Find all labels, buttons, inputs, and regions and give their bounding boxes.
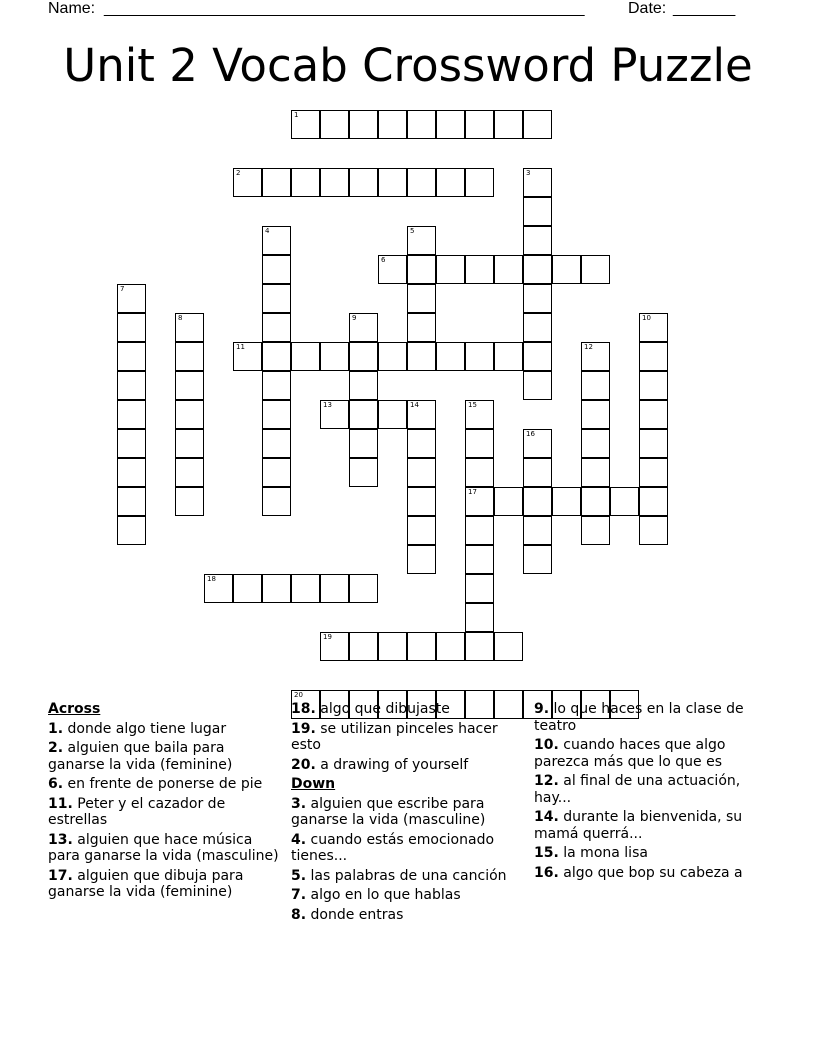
grid-cell[interactable]: [262, 487, 291, 516]
grid-cell[interactable]: [175, 429, 204, 458]
grid-cell[interactable]: [523, 110, 552, 139]
grid-cell[interactable]: [639, 371, 668, 400]
grid-cell[interactable]: [523, 197, 552, 226]
grid-cell[interactable]: [349, 574, 378, 603]
clue-number: 8: [178, 314, 183, 322]
clue-down-16: 16. algo que bop su cabeza a: [534, 864, 743, 881]
grid-cell[interactable]: [291, 168, 320, 197]
grid-cell[interactable]: [407, 458, 436, 487]
grid-cell[interactable]: [262, 400, 291, 429]
name-line: ______________________________________________________: [104, 0, 585, 17]
grid-cell[interactable]: [262, 429, 291, 458]
grid-cell[interactable]: [407, 632, 436, 661]
clue-down-15: 15. la mona lisa: [534, 845, 648, 861]
grid-cell[interactable]: [407, 342, 436, 371]
grid-cell[interactable]: [465, 516, 494, 545]
grid-cell[interactable]: [349, 400, 378, 429]
grid-cell[interactable]: [465, 487, 494, 516]
clue-down-14: 14. durante la bienvenida, su mamá querrá...: [534, 809, 743, 842]
grid-cell[interactable]: [523, 255, 552, 284]
grid-cell[interactable]: [436, 110, 465, 139]
name-label: Name:: [48, 0, 96, 17]
clues-column-1: [48, 701, 280, 904]
grid-cell[interactable]: [407, 429, 436, 458]
grid-cell[interactable]: [523, 226, 552, 255]
across-heading: Across: [48, 701, 101, 717]
grid-cell[interactable]: [349, 342, 378, 371]
grid-cell[interactable]: [117, 313, 146, 342]
grid-cell[interactable]: [639, 342, 668, 371]
grid-cell[interactable]: [581, 371, 610, 400]
clue-number: 1: [294, 111, 299, 119]
grid-cell[interactable]: [523, 168, 552, 197]
grid-cell[interactable]: [175, 400, 204, 429]
grid-cell[interactable]: [262, 574, 291, 603]
grid-cell[interactable]: [639, 313, 668, 342]
grid-cell[interactable]: [204, 574, 233, 603]
grid-cell[interactable]: [639, 400, 668, 429]
grid-cell[interactable]: [494, 342, 523, 371]
grid-cell[interactable]: [291, 110, 320, 139]
down-heading: Down: [291, 776, 336, 792]
grid-cell[interactable]: [407, 313, 436, 342]
grid-cell[interactable]: [320, 110, 349, 139]
grid-cell[interactable]: [552, 487, 581, 516]
clue-across-1: 1. donde algo tiene lugar: [48, 720, 227, 737]
clue-down-8: 8. donde entras: [291, 906, 404, 923]
grid-cell[interactable]: [436, 342, 465, 371]
grid-cell[interactable]: [436, 168, 465, 197]
grid-cell[interactable]: [494, 487, 523, 516]
grid-cell[interactable]: [639, 429, 668, 458]
grid-cell[interactable]: [639, 487, 668, 516]
clues-column-3: [534, 701, 770, 884]
grid-cell[interactable]: [610, 487, 639, 516]
clue-across-18: 18. algo que dibujaste: [291, 701, 450, 717]
grid-cell[interactable]: [262, 226, 291, 255]
grid-cell[interactable]: [117, 516, 146, 545]
grid-cell[interactable]: [523, 458, 552, 487]
grid-cell[interactable]: [523, 487, 552, 516]
grid-cell[interactable]: [320, 342, 349, 371]
date-line: _______: [673, 0, 736, 17]
grid-cell[interactable]: [465, 255, 494, 284]
grid-cell[interactable]: [117, 371, 146, 400]
clue-across-6: 6. en frente de ponerse de pie: [48, 776, 263, 792]
grid-cell[interactable]: [320, 168, 349, 197]
grid-cell[interactable]: [581, 429, 610, 458]
grid-cell[interactable]: [262, 168, 291, 197]
clue-number: 14: [410, 401, 419, 409]
grid-cell[interactable]: [407, 110, 436, 139]
page-title: Unit 2 Vocab Crossword Puzzle: [63, 39, 753, 92]
grid-cell[interactable]: [378, 632, 407, 661]
grid-cell[interactable]: [523, 313, 552, 342]
grid-cell[interactable]: [320, 574, 349, 603]
grid-cell[interactable]: [262, 371, 291, 400]
grid-cell[interactable]: [233, 342, 262, 371]
clue-number: 2: [236, 169, 241, 177]
grid-cell[interactable]: [378, 342, 407, 371]
clue-number: 4: [265, 227, 270, 235]
grid-cell[interactable]: [349, 371, 378, 400]
clue-number: 3: [526, 169, 531, 177]
grid-cell[interactable]: [494, 632, 523, 661]
grid-cell[interactable]: [378, 110, 407, 139]
grid-cell[interactable]: [175, 342, 204, 371]
grid-cell[interactable]: [407, 284, 436, 313]
grid-cell[interactable]: [465, 342, 494, 371]
grid-cell[interactable]: [378, 255, 407, 284]
clue-across-17: 17. alguien que dibuja para ganarse la vida (feminine): [48, 867, 244, 900]
grid-cell[interactable]: [465, 110, 494, 139]
grid-cell[interactable]: [581, 255, 610, 284]
clue-down-5: 5. las palabras de una canción: [291, 867, 507, 884]
grid-cell[interactable]: [523, 545, 552, 574]
grid-cell[interactable]: [436, 255, 465, 284]
clue-down-7: 7. algo en lo que hablas: [291, 887, 461, 903]
grid-cell[interactable]: [465, 545, 494, 574]
clue-number: 7: [120, 285, 125, 293]
grid-cell[interactable]: [523, 516, 552, 545]
grid-cell[interactable]: [378, 400, 407, 429]
grid-cell[interactable]: [349, 313, 378, 342]
grid-cell[interactable]: [552, 255, 581, 284]
grid-cell[interactable]: [349, 632, 378, 661]
clue-across-20: 20. a drawing of yourself: [291, 756, 469, 773]
clue-down-4: 4. cuando estás emocionado tienes...: [291, 831, 495, 864]
clue-number: 9: [352, 314, 357, 322]
grid-cell[interactable]: [233, 574, 262, 603]
clue-across-2: 2. alguien que baila para ganarse la vida (feminine): [48, 740, 233, 773]
grid-cell[interactable]: [407, 226, 436, 255]
grid-cell[interactable]: [581, 516, 610, 545]
clues-column-2: [291, 701, 523, 926]
grid-cell[interactable]: [436, 632, 465, 661]
grid-cell[interactable]: [465, 574, 494, 603]
clue-number: 12: [584, 343, 593, 351]
grid-cell[interactable]: [407, 487, 436, 516]
grid-cell[interactable]: [523, 284, 552, 313]
grid-cell[interactable]: [349, 168, 378, 197]
clue-number: 5: [410, 227, 415, 235]
grid-cell[interactable]: [117, 458, 146, 487]
clue-number: 6: [381, 256, 386, 264]
clue-number: 10: [642, 314, 651, 322]
grid-cell[interactable]: [117, 487, 146, 516]
grid-cell[interactable]: [349, 429, 378, 458]
grid-cell[interactable]: [378, 168, 407, 197]
clue-down-3: 3. alguien que escribe para ganarse la vida (masculine): [291, 795, 486, 828]
grid-cell[interactable]: [639, 458, 668, 487]
grid-cell[interactable]: [117, 342, 146, 371]
grid-cell[interactable]: [262, 255, 291, 284]
clue-across-13: 13. alguien que hace música para ganarse la vida (masculine): [48, 831, 279, 864]
grid-cell[interactable]: [581, 487, 610, 516]
grid-cell[interactable]: [407, 545, 436, 574]
clue-number: 20: [294, 691, 303, 699]
grid-cell[interactable]: [523, 371, 552, 400]
clue-across-11: 11. Peter y el cazador de estrellas: [48, 795, 226, 828]
grid-cell[interactable]: [349, 110, 378, 139]
clue-number: 13: [323, 401, 332, 409]
grid-cell[interactable]: [117, 400, 146, 429]
grid-cell[interactable]: [291, 574, 320, 603]
grid-cell[interactable]: [233, 168, 262, 197]
grid-cell[interactable]: [262, 313, 291, 342]
grid-cell[interactable]: [320, 400, 349, 429]
grid-cell[interactable]: [465, 603, 494, 632]
grid-cell[interactable]: [407, 400, 436, 429]
grid-cell[interactable]: [407, 168, 436, 197]
grid-cell[interactable]: [523, 342, 552, 371]
grid-cell[interactable]: [175, 313, 204, 342]
grid-cell[interactable]: [639, 516, 668, 545]
clue-across-19: 19. se utilizan pinceles hacer esto: [291, 720, 498, 753]
grid-cell[interactable]: [523, 429, 552, 458]
clue-number: 15: [468, 401, 477, 409]
grid-cell[interactable]: [407, 255, 436, 284]
date-label: Date:: [628, 0, 667, 17]
grid-cell[interactable]: [117, 284, 146, 313]
grid-cell[interactable]: [262, 458, 291, 487]
grid-cell[interactable]: [581, 342, 610, 371]
grid-cell[interactable]: [117, 429, 146, 458]
grid-cell[interactable]: [407, 516, 436, 545]
grid-cell[interactable]: [175, 487, 204, 516]
grid-cell[interactable]: [581, 400, 610, 429]
grid-cell[interactable]: [465, 168, 494, 197]
grid-cell[interactable]: [262, 284, 291, 313]
grid-cell[interactable]: [175, 458, 204, 487]
grid-cell[interactable]: [581, 458, 610, 487]
clue-number: 19: [323, 633, 332, 641]
grid-cell[interactable]: [262, 342, 291, 371]
grid-cell[interactable]: [320, 632, 349, 661]
clue-number: 11: [236, 343, 245, 351]
clue-down-9: 9. lo que haces en la clase de teatro: [534, 701, 744, 734]
grid-cell[interactable]: [465, 458, 494, 487]
clue-number: 17: [468, 488, 477, 496]
grid-cell[interactable]: [494, 255, 523, 284]
clue-number: 18: [207, 575, 216, 583]
grid-cell[interactable]: [494, 110, 523, 139]
grid-cell[interactable]: [175, 371, 204, 400]
grid-cell[interactable]: [291, 342, 320, 371]
clue-down-12: 12. al final de una actuación, hay...: [534, 773, 741, 806]
clue-down-10: 10. cuando haces que algo parezca más que lo que es: [534, 737, 726, 770]
grid-cell[interactable]: [465, 429, 494, 458]
grid-cell[interactable]: [349, 458, 378, 487]
clue-number: 16: [526, 430, 535, 438]
grid-cell[interactable]: [465, 400, 494, 429]
grid-cell[interactable]: [465, 632, 494, 661]
